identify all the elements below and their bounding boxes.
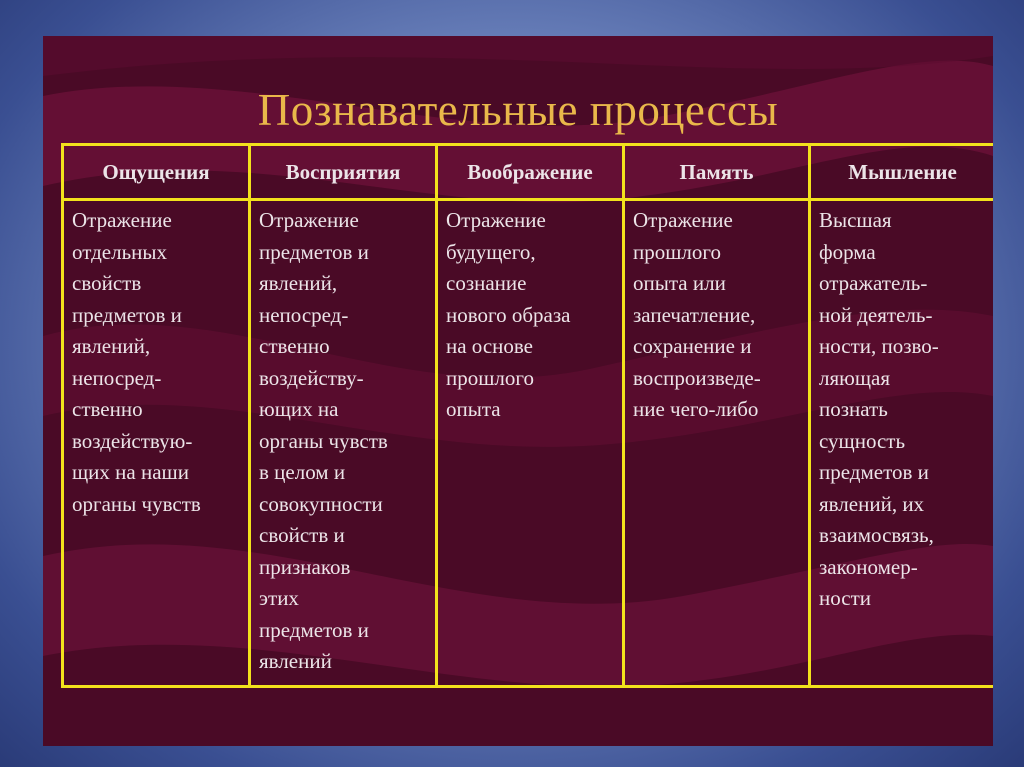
header-sensation: Ощущения <box>63 145 250 200</box>
cognitive-processes-table <box>61 143 993 688</box>
cell-thinking: Высшая форма отражатель- ной деятель- ности, позво- ляющая познать сущность предметов и явлений, их взаимосвязь, закономер- ности <box>810 200 994 687</box>
header-perception: Восприятия <box>250 145 437 200</box>
header-thinking: Мышление <box>810 145 994 200</box>
header-imagination: Воображение <box>437 145 624 200</box>
table-header-row <box>63 145 994 200</box>
header-memory: Память <box>624 145 810 200</box>
cell-imagination: Отражение будущего, сознание нового образа на основе прошлого опыта <box>437 200 624 687</box>
cell-memory: Отражение прошлого опыта или запечатление, сохранение и воспроизведе- ние чего-либо <box>624 200 810 687</box>
slide-title: Познавательные процессы <box>257 85 779 135</box>
cell-perception: Отражение предметов и явлений, непосред- ственно воздейству- ющих на органы чувств в целом и совокупности свойств и признаков этих предметов и явлений <box>250 200 437 687</box>
slide <box>43 36 993 746</box>
cell-sensation: Отражение отдельных свойств предметов и явлений, непосред- ственно воздействую- щих на наши органы чувств <box>63 200 250 687</box>
table-row <box>63 200 994 687</box>
